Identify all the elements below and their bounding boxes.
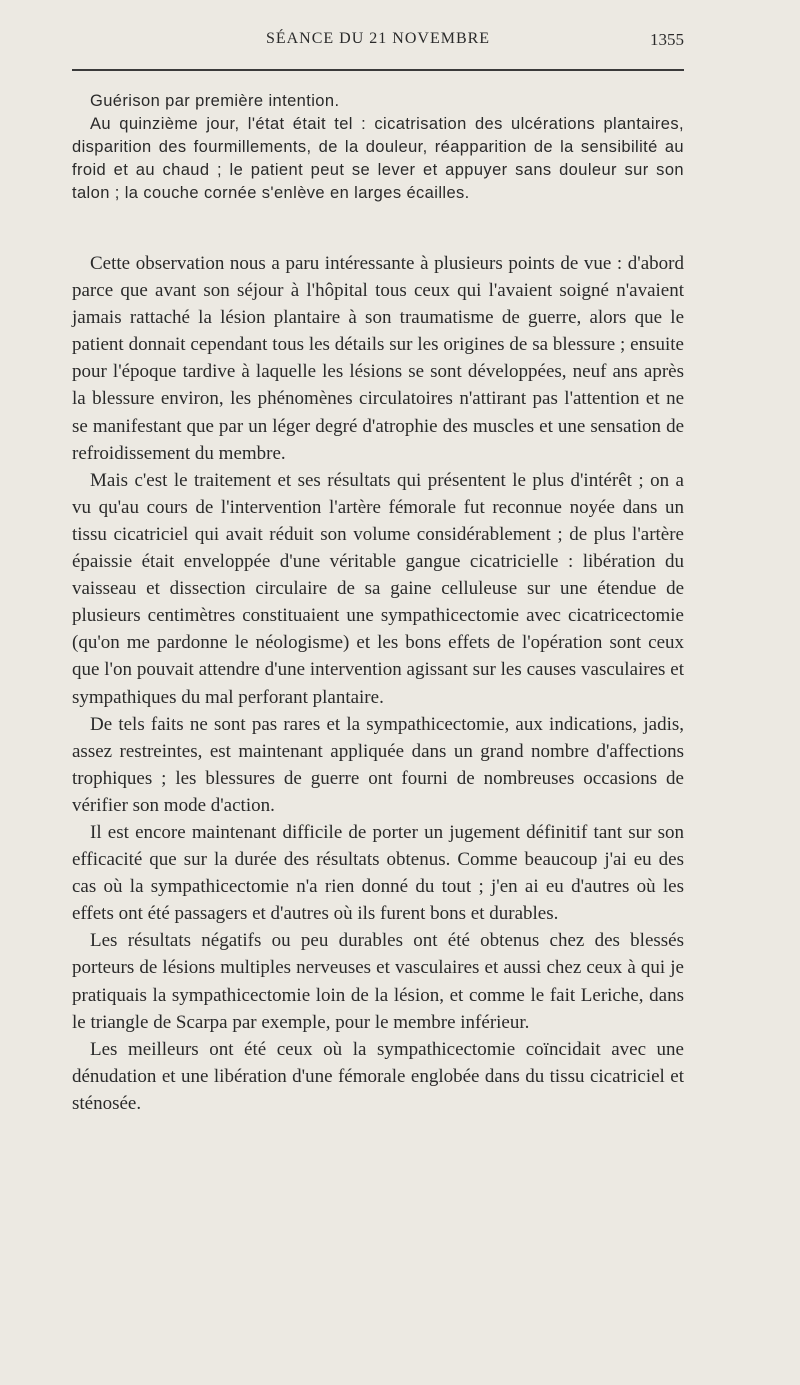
- paragraph-6: Les meilleurs ont été ceux où la sympathicectomie coïncidait avec une dénudation et une libération d'une fémorale englobée dans du tissu cicatriciel et sténosée.: [72, 1038, 684, 1114]
- running-header: [72, 30, 684, 54]
- paragraph-1: Cette observation nous a paru intéressante à plusieurs points de vue : d'abord parce que avant son séjour à l'hôpital tous ceux qui l'avaient soigné n'avaient jamais rattaché la lésion plantaire à son traumatisme de guerre, alors que le patient donnait cependant tous les détails sur les origines de sa blessure ; ensuite pour l'époque tardive à laquelle les lésions se sont développées, neuf ans après la blessure environ, les phénomènes circulatoires n'attirant pas l'attention et ne se manifestant que par un léger degré d'atrophie des muscles et une sensation de refroidissement du membre.: [72, 253, 684, 464]
- intro-paragraph: Au quinzième jour, l'état était tel : cicatrisation des ulcérations plantaires, disparition des fourmillements, de la douleur, réapparition de la sensibilité au froid et au chaud ; le patient peut se lever et appuyer sans douleur sur son talon ; la couche cornée s'enlève en larges écailles.: [72, 115, 684, 202]
- page-number: 1355: [650, 30, 684, 49]
- paragraph-2: Mais c'est le traitement et ses résultats qui présentent le plus d'intérêt ; on a vu qu'au cours de l'intervention l'artère fémorale fut reconnue noyée dans un tissu cicatriciel qui avait réduit son volume considérablement ; de plus l'artère épaissie était enveloppée d'une véritable gangue cicatricielle : libération du vaisseau et dissection circulaire de sa gaine celluleuse sur une étendue de plusieurs centimètres constituaient une sympathicectomie avec cicatricectomie (qu'on me pardonne le néologisme) et les bons effets de l'opération sont ceux que l'on pouvait attendre d'une intervention agissant sur les causes vasculaires et sympathiques du mal perforant plantaire.: [72, 469, 684, 708]
- paragraph-3: De tels faits ne sont pas rares et la sympathicectomie, aux indications, jadis, assez restreintes, est maintenant appliquée dans un grand nombre d'affections trophiques ; les blessures de guerre ont fourni de nombreuses occasions de vérifier son mode d'action.: [72, 713, 684, 816]
- header-rule: [72, 69, 684, 71]
- body-text: [72, 250, 684, 1117]
- paragraph-5: Les résultats négatifs ou peu durables ont été obtenus chez des blessés porteurs de lésions multiples nerveuses et vasculaires et aussi chez ceux à qui je pratiquais la sympathicectomie loin de la lésion, et comme le fait Leriche, dans le triangle de Scarpa par exemple, pour le membre inférieur.: [72, 930, 684, 1033]
- intro-line: Guérison par première intention.: [90, 92, 340, 110]
- intro-block: [72, 90, 684, 205]
- paragraph-4: Il est encore maintenant difficile de porter un jugement définitif tant sur son efficacité que sur la durée des résultats obtenus. Comme beaucoup j'ai eu des cas où la sympathicectomie n'a rien donné du tout ; j'en ai eu d'autres où les effets ont été passagers et d'autres où ils furent bons et durables.: [72, 821, 684, 925]
- header-title: SÉANCE DU 21 NOVEMBRE: [265, 30, 491, 47]
